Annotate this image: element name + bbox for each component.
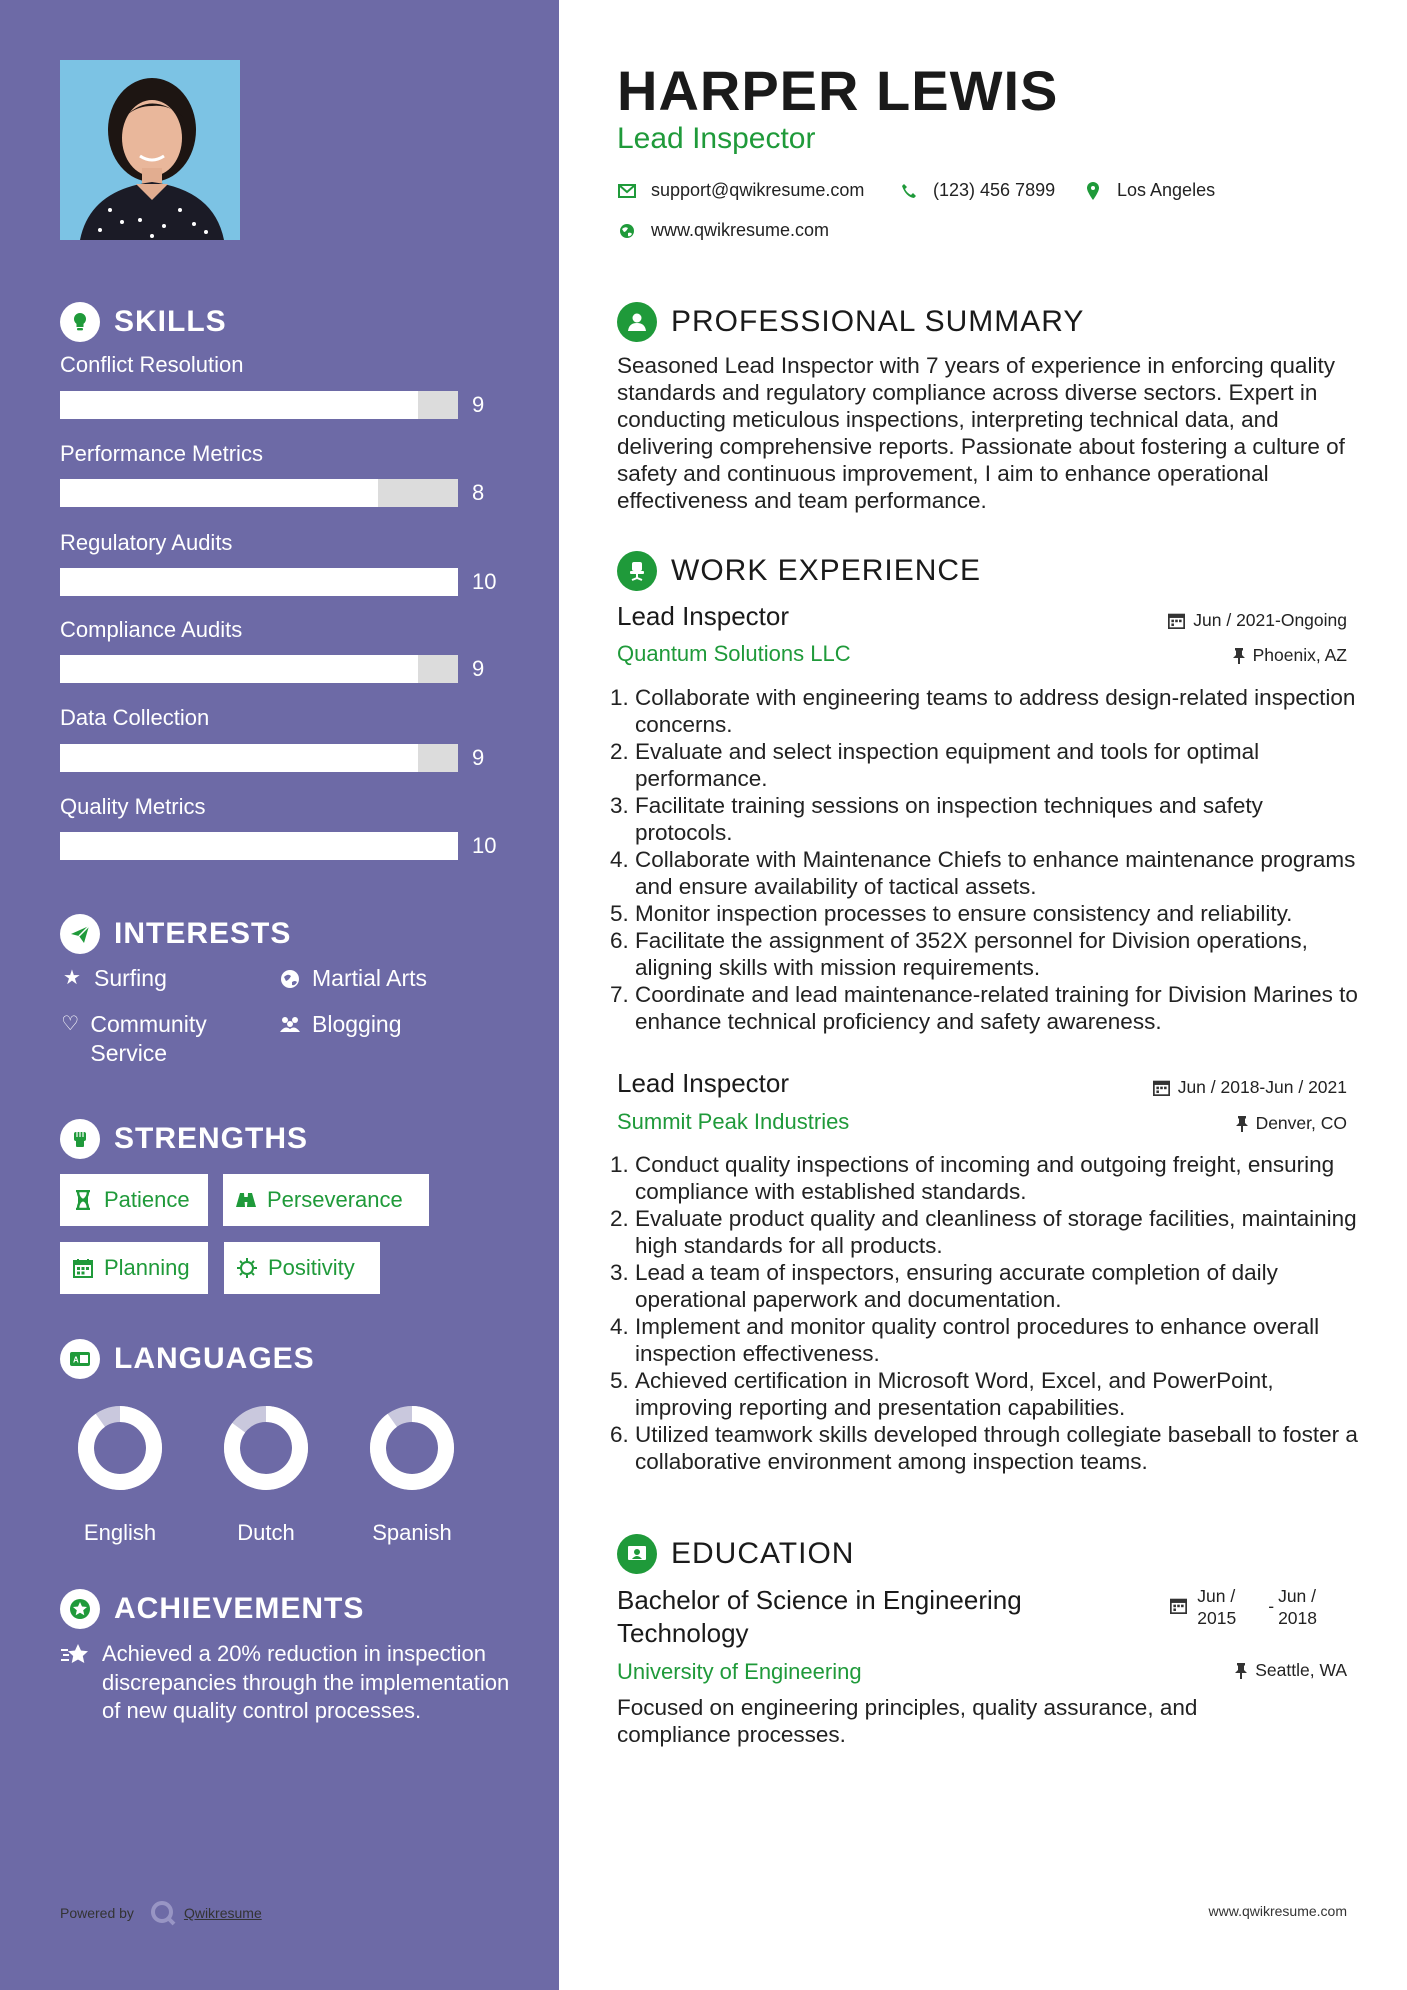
strength-label: Positivity [268, 1255, 355, 1280]
skill-bar [60, 744, 458, 772]
globe-icon [278, 964, 302, 993]
strength-chip [60, 1242, 208, 1294]
graduate-icon [617, 1534, 657, 1574]
job-bullet: 2. Evaluate product quality and cleanliness of storage facilities, maintaining high standards for all products. [635, 1205, 1365, 1259]
school-location [1235, 1660, 1347, 1681]
globe-icon [617, 221, 637, 241]
job-location-text: Phoenix, AZ [1252, 645, 1347, 665]
job-dates [1153, 1077, 1347, 1098]
phone-text: (123) 456 7899 [933, 180, 1056, 200]
skill-value: 10 [472, 833, 497, 858]
envelope-icon [617, 181, 637, 201]
interests-title: INTERESTS [114, 917, 292, 950]
education-header [617, 1534, 854, 1574]
skill-bar [60, 655, 458, 683]
job-company: Summit Peak Industries [617, 1109, 850, 1134]
interest-label: Blogging [312, 1011, 402, 1037]
job-company: Quantum Solutions LLC [617, 641, 851, 666]
education-end-month: Jun / [1278, 1586, 1317, 1606]
interests-header [60, 914, 291, 954]
language-label: English [83, 1520, 157, 1545]
paper-plane-icon [60, 914, 100, 954]
job-bullet: 1. Conduct quality inspections of incoming and outgoing freight, ensuring compliance with established standards. [635, 1151, 1365, 1205]
achievement-text: Achieved a 20% reduction in inspection discrepancies through the implementation of new quality control processes. [102, 1641, 510, 1723]
job-bullet: 6. Utilized teamwork skills developed through collegiate baseball to foster a collaborative environment among inspection teams. [635, 1421, 1365, 1475]
interest-item [60, 964, 167, 993]
language-icon [60, 1339, 100, 1379]
language-ring-fill [378, 1414, 446, 1482]
pushpin-icon [1233, 647, 1245, 664]
strength-chip [224, 1242, 380, 1294]
education-start [1197, 1585, 1236, 1629]
languages-header [60, 1339, 315, 1379]
job-bullets [617, 1151, 1365, 1475]
summary-title: PROFESSIONAL SUMMARY [671, 305, 1085, 338]
education-end [1278, 1585, 1317, 1629]
job-location-text: Denver, CO [1255, 1113, 1347, 1133]
job-bullet: 2. Evaluate and select inspection equipment and tools for optimal performance. [635, 738, 1365, 792]
experience-title: WORK EXPERIENCE [671, 554, 982, 587]
star-badge-icon [60, 1589, 100, 1629]
candidate-role: Lead Inspector [617, 122, 816, 155]
sidebar [0, 0, 559, 1990]
interest-label: Martial Arts [312, 965, 428, 991]
job-bullet: 4. Implement and monitor quality control procedures to enhance overall inspection effectiveness. [635, 1313, 1365, 1367]
skill-bar-fill [60, 744, 418, 772]
office-chair-icon [617, 551, 657, 591]
skill-value: 10 [472, 569, 497, 594]
language-ring [221, 1403, 311, 1493]
job-location [1236, 1113, 1347, 1134]
interest-item [278, 1010, 402, 1039]
fist-icon [60, 1119, 100, 1159]
binoculars-icon [235, 1189, 257, 1211]
job-bullet: 5. Achieved certification in Microsoft Word, Excel, and PowerPoint, improving reporting and presentation capabilities. [635, 1367, 1365, 1421]
language-ring [367, 1403, 457, 1493]
job-dates-text: Jun / 2021-Ongoing [1193, 610, 1347, 630]
strength-chip [60, 1174, 208, 1226]
language-item [50, 1403, 190, 1546]
contact-email[interactable] [617, 180, 864, 201]
job-bullet: 3. Lead a team of inspectors, ensuring accurate completion of daily operational paperwork and documentation. [635, 1259, 1365, 1313]
language-label: Spanish [372, 1520, 452, 1545]
languages-title: LANGUAGES [114, 1342, 315, 1375]
strength-chip [223, 1174, 429, 1226]
contact-location [1083, 180, 1215, 201]
education-description: Focused on engineering principles, quality assurance, and compliance processes. [617, 1695, 1198, 1747]
skill-value: 9 [472, 656, 485, 681]
skill-value: 9 [472, 745, 485, 770]
skill-name: Conflict Resolution [60, 352, 244, 377]
skill-name: Compliance Audits [60, 617, 243, 642]
achievements-header [60, 1589, 364, 1629]
map-pin-icon [1083, 181, 1103, 201]
users-icon [278, 1010, 302, 1039]
language-item [342, 1403, 482, 1546]
achievements-title: ACHIEVEMENTS [114, 1592, 365, 1625]
contact-phone[interactable] [899, 180, 1055, 201]
skills-title: SKILLS [114, 305, 227, 338]
pushpin-icon [1235, 1662, 1247, 1679]
skill-bar-fill [60, 568, 458, 596]
skill-name: Quality Metrics [60, 794, 206, 819]
skill-bar-fill [60, 655, 418, 683]
trophy-star-icon [60, 1640, 90, 1726]
strengths-title: STRENGTHS [114, 1122, 309, 1155]
summary-text: Seasoned Lead Inspector with 7 years of experience in enforcing quality standards and regulatory compliance across diverse sectors. Expert in conducting meticulous inspections, interpreting technical data, and delivering comprehensive reports. Passionate about fostering a culture of safety and continuous improvement, I aim to enhance operational effectiveness and team performance. [617, 353, 1345, 513]
job-bullet: 6. Facilitate the assignment of 352X personnel for Division operations, aligning skills with mission requirements. [635, 927, 1365, 981]
skill-name: Performance Metrics [60, 441, 263, 466]
degree-title: Bachelor of Science in Engineering Technology [617, 1585, 1022, 1648]
job-title: Lead Inspector [617, 601, 790, 631]
skill-bar [60, 479, 458, 507]
hourglass-icon [72, 1189, 94, 1211]
job-location [1233, 645, 1347, 666]
lightbulb-icon [60, 302, 100, 342]
website-text: www.qwikresume.com [651, 220, 830, 240]
calendar-icon [1153, 1079, 1170, 1096]
experience-header [617, 551, 981, 591]
contact-website[interactable] [617, 220, 829, 241]
interest-item [60, 1010, 260, 1068]
skill-bar [60, 832, 458, 860]
skills-header [60, 302, 227, 342]
powered-by [60, 1900, 262, 1926]
sun-icon [236, 1257, 258, 1279]
language-ring-fill [86, 1414, 154, 1482]
strength-label: Patience [104, 1187, 190, 1212]
skill-bar-fill [60, 832, 458, 860]
education-start-year: 2015 [1197, 1608, 1237, 1628]
job-bullet: 4. Collaborate with Maintenance Chiefs to enhance maintenance programs and ensure availability of tactical assets. [635, 846, 1365, 900]
powered-by-label: Powered by [60, 1905, 134, 1921]
calendar-icon [1170, 1585, 1187, 1629]
skill-name: Data Collection [60, 705, 210, 730]
heart-icon: ♡ [61, 1013, 80, 1035]
svg-text:A: A [73, 1355, 79, 1365]
education-date-separator: - [1268, 1596, 1275, 1616]
calendar-icon [72, 1257, 94, 1279]
summary-header [617, 302, 1084, 342]
interest-label: Surfing [94, 965, 167, 991]
phone-icon [899, 181, 919, 201]
strength-label: Perseverance [267, 1187, 403, 1212]
profile-photo [60, 60, 240, 240]
interest-item [278, 964, 427, 993]
interest-label: Community Service [90, 1011, 207, 1066]
user-icon [617, 302, 657, 342]
pushpin-icon [1236, 1115, 1248, 1132]
calendar-icon [1168, 612, 1185, 629]
star-icon: ★ [63, 967, 81, 989]
job-title: Lead Inspector [617, 1068, 790, 1098]
language-ring [75, 1403, 165, 1493]
qwikresume-link[interactable]: Qwikresume [183, 1905, 262, 1921]
job-bullet: 1. Collaborate with engineering teams to address design-related inspection concerns. [635, 684, 1365, 738]
school-location-text: Seattle, WA [1255, 1660, 1347, 1680]
language-item [196, 1403, 336, 1546]
job-bullet: 7. Coordinate and lead maintenance-related training for Division Marines to enhance technical proficiency and safety awareness. [635, 981, 1365, 1035]
job-bullet: 3. Facilitate training sessions on inspection techniques and safety protocols. [635, 792, 1365, 846]
strength-label: Planning [104, 1255, 190, 1280]
language-label: Dutch [237, 1520, 295, 1545]
achievement-item [60, 1640, 510, 1726]
job-dates-text: Jun / 2018-Jun / 2021 [1177, 1077, 1347, 1097]
job-bullet: 5. Monitor inspection processes to ensure consistency and reliability. [635, 900, 1365, 927]
skill-value: 9 [472, 392, 485, 417]
skill-bar-fill [60, 479, 378, 507]
strengths-header [60, 1119, 308, 1159]
skill-name: Regulatory Audits [60, 530, 233, 555]
job-bullets [617, 684, 1365, 1035]
education-start-month: Jun / [1197, 1586, 1236, 1606]
education-title: EDUCATION [671, 1537, 855, 1570]
school-name: University of Engineering [617, 1659, 862, 1684]
education-end-year: 2018 [1278, 1608, 1317, 1628]
education-dates [1170, 1585, 1317, 1629]
email-text: support@qwikresume.com [651, 180, 865, 200]
skill-bar-fill [60, 391, 418, 419]
footer-url[interactable]: www.qwikresume.com [1208, 1903, 1347, 1919]
job-dates [1168, 610, 1347, 631]
candidate-name: HARPER LEWIS [617, 59, 1059, 122]
skill-value: 8 [472, 480, 485, 505]
skill-bar [60, 391, 458, 419]
skill-bar [60, 568, 458, 596]
qwikresume-logo-icon [150, 1900, 176, 1926]
location-text: Los Angeles [1117, 180, 1216, 200]
